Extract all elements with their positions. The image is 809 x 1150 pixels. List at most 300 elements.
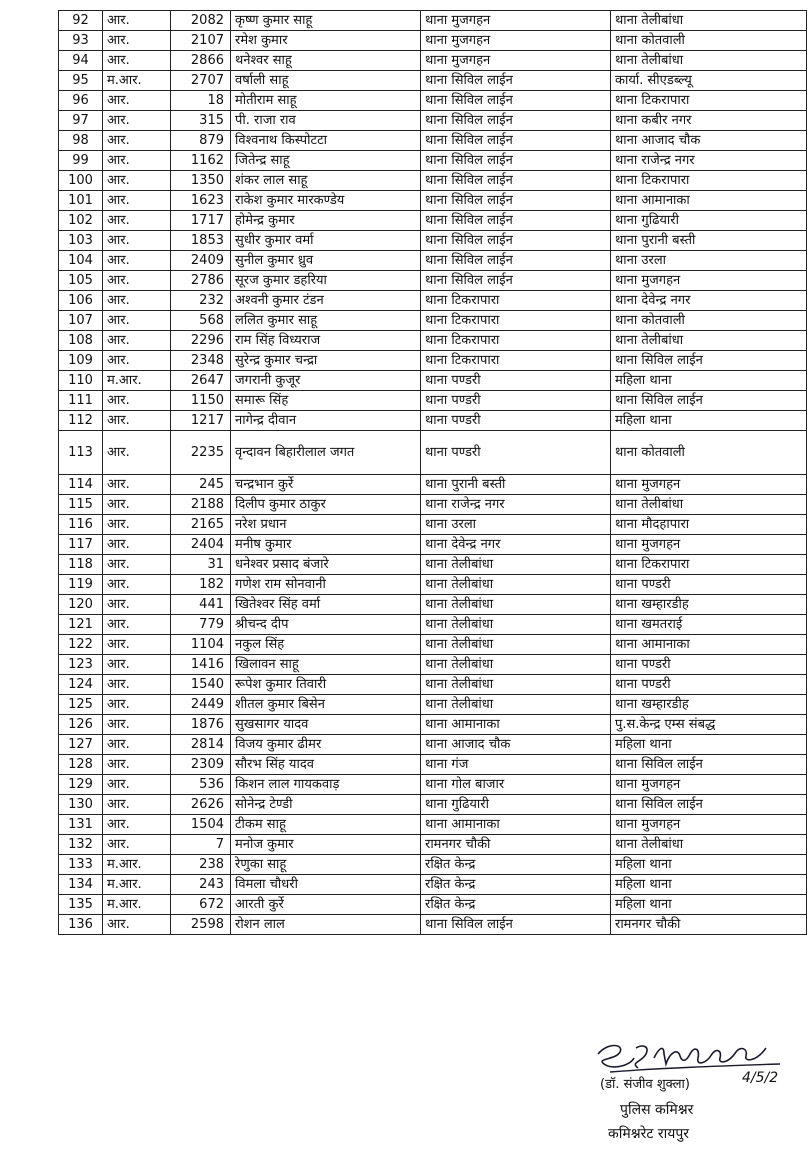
badge-number-cell: 779 [171,615,231,635]
employee-name-cell: विजय कुमार ढीमर [231,735,421,755]
employee-name-cell: सौरभ सिंह यादव [231,755,421,775]
rank-cell: आर. [103,131,171,151]
serial-number-cell: 129 [59,775,103,795]
table-row [59,391,807,411]
badge-number-cell: 1853 [171,231,231,251]
new-posting-cell: महिला थाना [611,895,807,915]
signatory-office: कमिश्नरेट रायपुर [608,1126,690,1142]
table-row [59,131,807,151]
current-posting-cell: रक्षित केन्द्र [421,855,611,875]
current-posting-cell: थाना पण्डरी [421,371,611,391]
rank-cell: आर. [103,411,171,431]
table-row [59,515,807,535]
table-row [59,615,807,635]
table-row [59,595,807,615]
table-row [59,855,807,875]
rank-cell: आर. [103,271,171,291]
rank-cell: आर. [103,495,171,515]
table-row [59,251,807,271]
serial-number-cell: 112 [59,411,103,431]
current-posting-cell: थाना मुजगहन [421,31,611,51]
employee-name-cell: खिलावन साहू [231,655,421,675]
current-posting-cell: थाना राजेन्द्र नगर [421,495,611,515]
employee-name-cell: मनोज कुमार [231,835,421,855]
table-row [59,875,807,895]
badge-number-cell: 1350 [171,171,231,191]
new-posting-cell: थाना आमानाका [611,191,807,211]
table-row [59,371,807,391]
employee-name-cell: ललित कुमार साहू [231,311,421,331]
serial-number-cell: 116 [59,515,103,535]
new-posting-cell: थाना खम्हारडीह [611,695,807,715]
table-row [59,211,807,231]
current-posting-cell: थाना सिविल लाईन [421,271,611,291]
badge-number-cell: 1162 [171,151,231,171]
serial-number-cell: 96 [59,91,103,111]
new-posting-cell: महिला थाना [611,875,807,895]
table-row [59,695,807,715]
current-posting-cell: थाना तेलीबांधा [421,675,611,695]
serial-number-cell: 132 [59,835,103,855]
employee-name-cell: पी. राजा राव [231,111,421,131]
serial-number-cell: 105 [59,271,103,291]
employee-name-cell: नकुल सिंह [231,635,421,655]
employee-name-cell: श्रीचन्द दीप [231,615,421,635]
new-posting-cell: थाना गुढियारी [611,211,807,231]
new-posting-cell: थाना तेलीबांधा [611,11,807,31]
badge-number-cell: 2082 [171,11,231,31]
table-row [59,895,807,915]
rank-cell: आर. [103,351,171,371]
serial-number-cell: 102 [59,211,103,231]
rank-cell: म.आर. [103,895,171,915]
table-row [59,675,807,695]
employee-name-cell: जगरानी कुजूर [231,371,421,391]
table-row [59,11,807,31]
current-posting-cell: थाना टिकरापारा [421,351,611,371]
current-posting-cell: थाना आजाद चौक [421,735,611,755]
rank-cell: म.आर. [103,875,171,895]
employee-name-cell: थनेश्वर साहू [231,51,421,71]
current-posting-cell: थाना पण्डरी [421,411,611,431]
rank-cell: आर. [103,11,171,31]
rank-cell: आर. [103,431,171,475]
badge-number-cell: 568 [171,311,231,331]
rank-cell: आर. [103,51,171,71]
current-posting-cell: थाना सिविल लाईन [421,915,611,935]
badge-number-cell: 1150 [171,391,231,411]
current-posting-cell: रामनगर चौकी [421,835,611,855]
new-posting-cell: थाना देवेन्द्र नगर [611,291,807,311]
rank-cell: आर. [103,171,171,191]
employee-name-cell: सुरेन्द्र कुमार चन्द्रा [231,351,421,371]
employee-name-cell: विमला चौधरी [231,875,421,895]
badge-number-cell: 1104 [171,635,231,655]
serial-number-cell: 128 [59,755,103,775]
table-row [59,815,807,835]
serial-number-cell: 131 [59,815,103,835]
serial-number-cell: 103 [59,231,103,251]
rank-cell: म.आर. [103,71,171,91]
badge-number-cell: 1416 [171,655,231,675]
rank-cell: आर. [103,535,171,555]
new-posting-cell: थाना पण्डरी [611,655,807,675]
table-row [59,311,807,331]
badge-number-cell: 2309 [171,755,231,775]
rank-cell: आर. [103,575,171,595]
new-posting-cell: थाना सिविल लाईन [611,351,807,371]
employee-name-cell: नरेश प्रधान [231,515,421,535]
new-posting-cell: थाना पण्डरी [611,675,807,695]
employee-name-cell: कृष्ण कुमार साहू [231,11,421,31]
rank-cell: आर. [103,211,171,231]
current-posting-cell: थाना मुजगहन [421,51,611,71]
serial-number-cell: 123 [59,655,103,675]
rank-cell: आर. [103,615,171,635]
current-posting-cell: थाना गंज [421,755,611,775]
serial-number-cell: 110 [59,371,103,391]
employee-name-cell: होमेन्द्र कुमार [231,211,421,231]
employee-name-cell: धनेश्वर प्रसाद बंजारे [231,555,421,575]
badge-number-cell: 2449 [171,695,231,715]
current-posting-cell: थाना पण्डरी [421,431,611,475]
rank-cell: आर. [103,91,171,111]
serial-number-cell: 130 [59,795,103,815]
new-posting-cell: थाना तेलीबांधा [611,51,807,71]
badge-number-cell: 245 [171,475,231,495]
rank-cell: आर. [103,775,171,795]
serial-number-cell: 125 [59,695,103,715]
serial-number-cell: 100 [59,171,103,191]
table-row [59,411,807,431]
serial-number-cell: 99 [59,151,103,171]
table-row [59,291,807,311]
rank-cell: आर. [103,515,171,535]
employee-name-cell: मनीष कुमार [231,535,421,555]
rank-cell: म.आर. [103,855,171,875]
badge-number-cell: 879 [171,131,231,151]
badge-number-cell: 31 [171,555,231,575]
signature-date: 4/5/2 [742,1070,779,1086]
table-row [59,915,807,935]
employee-name-cell: आरती कुर्रे [231,895,421,915]
serial-number-cell: 120 [59,595,103,615]
new-posting-cell: महिला थाना [611,735,807,755]
new-posting-cell: थाना कोतवाली [611,31,807,51]
new-posting-cell: थाना सिविल लाईन [611,391,807,411]
employee-name-cell: विश्वनाथ किस्पोटटा [231,131,421,151]
current-posting-cell: थाना सिविल लाईन [421,91,611,111]
serial-number-cell: 92 [59,11,103,31]
rank-cell: आर. [103,31,171,51]
rank-cell: आर. [103,231,171,251]
new-posting-cell: थाना मुजगहन [611,775,807,795]
new-posting-cell: थाना मुजगहन [611,815,807,835]
employee-name-cell: खितेश्वर सिंह वर्मा [231,595,421,615]
new-posting-cell: थाना टिकरापारा [611,171,807,191]
rank-cell: आर. [103,655,171,675]
current-posting-cell: थाना तेलीबांधा [421,655,611,675]
current-posting-cell: थाना टिकरापारा [421,291,611,311]
serial-number-cell: 97 [59,111,103,131]
new-posting-cell: थाना आमानाका [611,635,807,655]
serial-number-cell: 127 [59,735,103,755]
table-row [59,475,807,495]
table-row [59,655,807,675]
rank-cell: आर. [103,291,171,311]
employee-name-cell: रेणुका साहू [231,855,421,875]
new-posting-cell: थाना मुजगहन [611,475,807,495]
serial-number-cell: 101 [59,191,103,211]
new-posting-cell: थाना कोतवाली [611,431,807,475]
badge-number-cell: 2296 [171,331,231,351]
serial-number-cell: 124 [59,675,103,695]
current-posting-cell: थाना तेलीबांधा [421,575,611,595]
current-posting-cell: थाना सिविल लाईन [421,191,611,211]
table-row [59,431,807,475]
serial-number-cell: 108 [59,331,103,351]
badge-number-cell: 1623 [171,191,231,211]
signature-block [580,1040,809,1150]
table-row [59,91,807,111]
current-posting-cell: थाना पण्डरी [421,391,611,411]
table-row [59,755,807,775]
rank-cell: आर. [103,715,171,735]
current-posting-cell: थाना गुढियारी [421,795,611,815]
badge-number-cell: 2348 [171,351,231,371]
table-row [59,735,807,755]
employee-name-cell: सोनेन्द्र टेण्डी [231,795,421,815]
current-posting-cell: थाना गोल बाजार [421,775,611,795]
current-posting-cell: रक्षित केन्द्र [421,875,611,895]
current-posting-cell: थाना सिविल लाईन [421,111,611,131]
badge-number-cell: 2626 [171,795,231,815]
transfer-table-body [59,11,807,935]
badge-number-cell: 2866 [171,51,231,71]
badge-number-cell: 1217 [171,411,231,431]
employee-name-cell: राम सिंह विध्यराज [231,331,421,351]
new-posting-cell: थाना पुरानी बस्ती [611,231,807,251]
current-posting-cell: थाना सिविल लाईन [421,251,611,271]
rank-cell: आर. [103,151,171,171]
table-row [59,151,807,171]
rank-cell: आर. [103,835,171,855]
table-row [59,555,807,575]
serial-number-cell: 119 [59,575,103,595]
table-row [59,71,807,91]
new-posting-cell: थाना खमतराई [611,615,807,635]
new-posting-cell: थाना टिकरापारा [611,91,807,111]
new-posting-cell: थाना तेलीबांधा [611,495,807,515]
badge-number-cell: 1876 [171,715,231,735]
badge-number-cell: 1717 [171,211,231,231]
current-posting-cell: थाना देवेन्द्र नगर [421,535,611,555]
current-posting-cell: थाना सिविल लाईन [421,151,611,171]
employee-name-cell: वर्षाली साहू [231,71,421,91]
current-posting-cell: रक्षित केन्द्र [421,895,611,915]
current-posting-cell: थाना आमानाका [421,715,611,735]
rank-cell: आर. [103,555,171,575]
employee-name-cell: गणेश राम सोनवानी [231,575,421,595]
serial-number-cell: 113 [59,431,103,475]
new-posting-cell: थाना तेलीबांधा [611,835,807,855]
badge-number-cell: 2786 [171,271,231,291]
current-posting-cell: थाना मुजगहन [421,11,611,31]
employee-name-cell: नागेन्द्र दीवान [231,411,421,431]
current-posting-cell: थाना सिविल लाईन [421,131,611,151]
badge-number-cell: 1540 [171,675,231,695]
serial-number-cell: 95 [59,71,103,91]
serial-number-cell: 93 [59,31,103,51]
rank-cell: आर. [103,191,171,211]
current-posting-cell: थाना सिविल लाईन [421,71,611,91]
rank-cell: आर. [103,915,171,935]
serial-number-cell: 135 [59,895,103,915]
new-posting-cell: थाना मौदहापारा [611,515,807,535]
rank-cell: आर. [103,331,171,351]
new-posting-cell: थाना तेलीबांधा [611,331,807,351]
current-posting-cell: थाना तेलीबांधा [421,555,611,575]
current-posting-cell: थाना पुरानी बस्ती [421,475,611,495]
serial-number-cell: 126 [59,715,103,735]
table-row [59,351,807,371]
new-posting-cell: थाना सिविल लाईन [611,755,807,775]
table-row [59,575,807,595]
table-row [59,331,807,351]
table-row [59,271,807,291]
employee-name-cell: अश्वनी कुमार टंडन [231,291,421,311]
employee-name-cell: सुधीर कुमार वर्मा [231,231,421,251]
badge-number-cell: 672 [171,895,231,915]
badge-number-cell: 182 [171,575,231,595]
table-row [59,31,807,51]
new-posting-cell: थाना मुजगहन [611,535,807,555]
employee-name-cell: सूरज कुमार डहरिया [231,271,421,291]
serial-number-cell: 111 [59,391,103,411]
badge-number-cell: 2404 [171,535,231,555]
badge-number-cell: 2235 [171,431,231,475]
rank-cell: आर. [103,251,171,271]
rank-cell: आर. [103,595,171,615]
rank-cell: आर. [103,475,171,495]
table-row [59,535,807,555]
rank-cell: आर. [103,391,171,411]
badge-number-cell: 7 [171,835,231,855]
badge-number-cell: 1504 [171,815,231,835]
serial-number-cell: 136 [59,915,103,935]
current-posting-cell: थाना सिविल लाईन [421,211,611,231]
serial-number-cell: 122 [59,635,103,655]
employee-name-cell: शंकर लाल साहू [231,171,421,191]
table-row [59,835,807,855]
serial-number-cell: 104 [59,251,103,271]
table-row [59,191,807,211]
employee-name-cell: मोतीराम साहू [231,91,421,111]
new-posting-cell: महिला थाना [611,411,807,431]
rank-cell: आर. [103,111,171,131]
transfer-table [58,10,807,935]
current-posting-cell: थाना तेलीबांधा [421,595,611,615]
badge-number-cell: 2409 [171,251,231,271]
employee-name-cell: समारू सिंह [231,391,421,411]
rank-cell: आर. [103,635,171,655]
current-posting-cell: थाना टिकरापारा [421,331,611,351]
new-posting-cell: थाना उरला [611,251,807,271]
badge-number-cell: 2165 [171,515,231,535]
current-posting-cell: थाना सिविल लाईन [421,231,611,251]
new-posting-cell: थाना सिविल लाईन [611,795,807,815]
new-posting-cell: थाना पण्डरी [611,575,807,595]
serial-number-cell: 109 [59,351,103,371]
signatory-name: (डॉ. संजीव शुक्ला) [600,1077,690,1092]
new-posting-cell: थाना कोतवाली [611,311,807,331]
table-row [59,635,807,655]
new-posting-cell: कार्या. सीएडब्ल्यू [611,71,807,91]
current-posting-cell: थाना तेलीबांधा [421,635,611,655]
badge-number-cell: 18 [171,91,231,111]
rank-cell: आर. [103,815,171,835]
badge-number-cell: 232 [171,291,231,311]
rank-cell: आर. [103,735,171,755]
rank-cell: आर. [103,695,171,715]
employee-name-cell: चन्द्रभान कुर्रे [231,475,421,495]
new-posting-cell: महिला थाना [611,371,807,391]
rank-cell: म.आर. [103,371,171,391]
current-posting-cell: थाना तेलीबांधा [421,615,611,635]
badge-number-cell: 2647 [171,371,231,391]
employee-name-cell: वृन्दावन बिहारीलाल जगत [231,431,421,475]
current-posting-cell: थाना तेलीबांधा [421,695,611,715]
table-row [59,495,807,515]
rank-cell: आर. [103,795,171,815]
table-row [59,111,807,131]
new-posting-cell: पु.स.केन्द्र एम्स संबद्ध [611,715,807,735]
employee-name-cell: रोशन लाल [231,915,421,935]
badge-number-cell: 441 [171,595,231,615]
new-posting-cell: रामनगर चौकी [611,915,807,935]
employee-name-cell: शीतल कुमार बिसेन [231,695,421,715]
rank-cell: आर. [103,755,171,775]
new-posting-cell: थाना कबीर नगर [611,111,807,131]
current-posting-cell: थाना आमानाका [421,815,611,835]
employee-name-cell: सुखसागर यादव [231,715,421,735]
serial-number-cell: 98 [59,131,103,151]
serial-number-cell: 114 [59,475,103,495]
employee-name-cell: दिलीप कुमार ठाकुर [231,495,421,515]
current-posting-cell: थाना टिकरापारा [421,311,611,331]
rank-cell: आर. [103,311,171,331]
serial-number-cell: 94 [59,51,103,71]
badge-number-cell: 536 [171,775,231,795]
employee-name-cell: टीकम साहू [231,815,421,835]
employee-name-cell: रमेश कुमार [231,31,421,51]
employee-name-cell: राकेश कुमार मारकण्डेय [231,191,421,211]
employee-name-cell: किशन लाल गायकवाड़ [231,775,421,795]
employee-name-cell: जितेन्द्र साहू [231,151,421,171]
new-posting-cell: थाना खम्हारडीह [611,595,807,615]
signatory-designation: पुलिस कमिश्नर [620,1102,694,1118]
new-posting-cell: थाना राजेन्द्र नगर [611,151,807,171]
badge-number-cell: 2107 [171,31,231,51]
table-row [59,715,807,735]
serial-number-cell: 133 [59,855,103,875]
serial-number-cell: 117 [59,535,103,555]
table-row [59,775,807,795]
badge-number-cell: 2188 [171,495,231,515]
serial-number-cell: 134 [59,875,103,895]
serial-number-cell: 121 [59,615,103,635]
badge-number-cell: 243 [171,875,231,895]
